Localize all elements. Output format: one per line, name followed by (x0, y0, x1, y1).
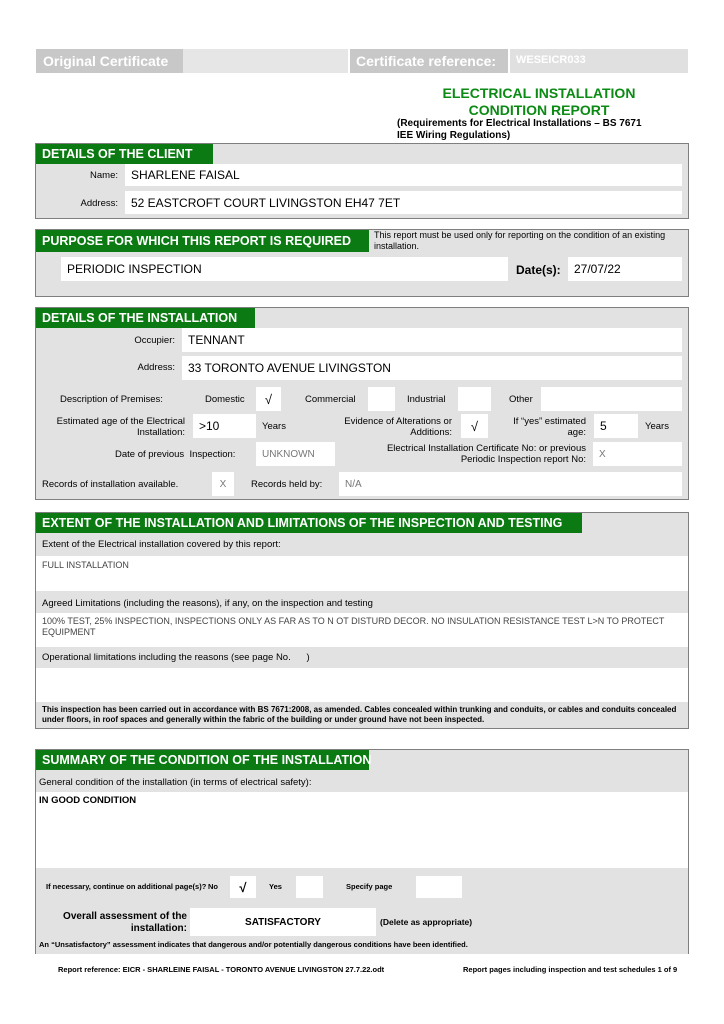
previous-inspection-field[interactable]: UNKNOWN (256, 442, 335, 466)
certificate-reference-label: Certificate reference: (350, 49, 508, 73)
continue-no-label: No (208, 882, 218, 891)
report-subtitle-line2: IEE Wiring Regulations) (397, 130, 511, 141)
footer-report-reference: Report reference: EICR - SHARLEINE FAISAL - TORONTO AVENUE LIVINGSTON 27.7.22.odt (58, 965, 385, 974)
occupier-label: Occupier: (134, 335, 175, 346)
records-held-label: Records held by: (251, 479, 323, 490)
records-held-field[interactable]: N/A (339, 472, 682, 496)
overall-assessment-label: Overall assessment of the installation: (63, 911, 187, 934)
extent-heading: EXTENT OF THE INSTALLATION AND LIMITATIONS OF THE INSPECTION AND TESTING (36, 513, 582, 533)
extent-footnote: This inspection has been carried out in accordance with BS 7671:2008, as amended. Cables concealed within trunking and conduits, or cables and conduits concealed under floors, in roof spaces and generally within the fabric of the building or under ground have not been inspected. (42, 705, 677, 724)
certificate-number-field[interactable]: X (593, 442, 682, 466)
general-condition-label: General condition of the installation (in terms of electrical safety): (39, 777, 312, 788)
report-title-line2: CONDITION REPORT (468, 102, 610, 118)
dates-label: Date(s): (516, 263, 561, 277)
records-available-label: Records of installation available. (42, 479, 179, 490)
client-name-label: Name: (90, 170, 118, 181)
other-label: Other (509, 394, 533, 405)
occupier-field[interactable]: TENNANT (182, 328, 682, 352)
installation-address-label: Address: (137, 362, 175, 373)
industrial-checkbox[interactable] (458, 387, 491, 411)
continue-no-checkbox[interactable]: √ (230, 876, 256, 898)
header-spacer (183, 49, 348, 73)
installation-address-field[interactable]: 33 TORONTO AVENUE LIVINGSTON (182, 356, 682, 380)
years-label-2: Years (645, 421, 669, 432)
footer-page-count: Report pages including inspection and test schedules 1 of 9 (463, 965, 678, 974)
client-address-label: Address: (80, 198, 118, 209)
overall-assessment-field[interactable]: SATISFACTORY (190, 908, 376, 936)
other-field[interactable] (541, 387, 682, 411)
alterations-checkbox[interactable]: √ (461, 414, 488, 438)
summary-heading: SUMMARY OF THE CONDITION OF THE INSTALLATION (36, 750, 369, 770)
client-address-field[interactable]: 52 EASTCROFT COURT LIVINGSTON EH47 7ET (125, 191, 682, 214)
previous-inspection-label: Date of previous Inspection: (115, 449, 236, 460)
if-yes-age-label: If “yes” estimated age: (513, 416, 586, 438)
estimated-age-field[interactable]: >10 (193, 414, 256, 438)
extent-covered-value: FULL INSTALLATION (42, 560, 129, 570)
client-heading: DETAILS OF THE CLIENT (36, 144, 213, 164)
records-available-field[interactable]: X (212, 472, 234, 496)
purpose-note: This report must be used only for reporting on the condition of an existing installation. (374, 230, 666, 251)
delete-appropriate-label: (Delete as appropriate) (380, 917, 473, 927)
general-condition-value: IN GOOD CONDITION (39, 795, 137, 806)
agreed-limitations-value: 100% TEST, 25% INSPECTION, INSPECTIONS ONLY AS FAR AS TO N OT DISTURD DECOR. NO INSULATION RESISTANCE TEST L>N TO PROTECT EQUIPMENT (42, 616, 665, 637)
certificate-number-label: Electrical Installation Certificate No: or previous Periodic Inspection report No: (386, 443, 586, 465)
unsatisfactory-note: An “Unsatisfactory” assessment indicates that dangerous and/or potentially dangerous conditions have been identified. (39, 940, 468, 949)
continue-yes-checkbox[interactable] (296, 876, 323, 898)
client-name-field[interactable]: SHARLENE FAISAL (125, 164, 682, 186)
continue-yes-label: Yes (269, 882, 282, 891)
premises-label: Description of Premises: (60, 394, 163, 405)
dates-field[interactable]: 27/07/22 (568, 257, 682, 281)
domestic-checkbox[interactable]: √ (256, 387, 281, 411)
commercial-label: Commercial (305, 394, 356, 405)
report-title-line1: ELECTRICAL INSTALLATION (442, 85, 636, 101)
certificate-reference-value: WESEICR033 (510, 49, 688, 73)
extent-covered-field[interactable] (36, 556, 688, 591)
if-yes-age-field[interactable]: 5 (594, 414, 638, 438)
agreed-limitations-label: Agreed Limitations (including the reasons), if any, on the inspection and testing (42, 598, 373, 609)
extent-covered-label: Extent of the Electrical installation covered by this report: (42, 539, 281, 550)
installation-heading: DETAILS OF THE INSTALLATION (36, 308, 255, 328)
commercial-checkbox[interactable] (368, 387, 395, 411)
continue-label: If necessary, continue on additional page(s)? (46, 882, 207, 891)
operational-limitations-field[interactable] (36, 668, 688, 702)
purpose-field[interactable]: PERIODIC INSPECTION (61, 257, 508, 281)
report-subtitle-line1: (Requirements for Electrical Installations – BS 7671 (397, 118, 642, 129)
domestic-label: Domestic (205, 394, 245, 405)
alterations-label: Evidence of Alterations or Additions: (344, 416, 452, 438)
operational-limitations-label: Operational limitations including the reasons (see page No. ) (42, 652, 310, 663)
purpose-heading: PURPOSE FOR WHICH THIS REPORT IS REQUIRED (36, 230, 369, 252)
specify-page-label: Specify page (346, 882, 393, 891)
industrial-label: Industrial (407, 394, 446, 405)
years-label: Years (262, 421, 286, 432)
specify-page-field[interactable] (416, 876, 462, 898)
original-certificate-label: Original Certificate (36, 49, 183, 73)
estimated-age-label: Estimated age of the Electrical Installation: (56, 416, 185, 438)
